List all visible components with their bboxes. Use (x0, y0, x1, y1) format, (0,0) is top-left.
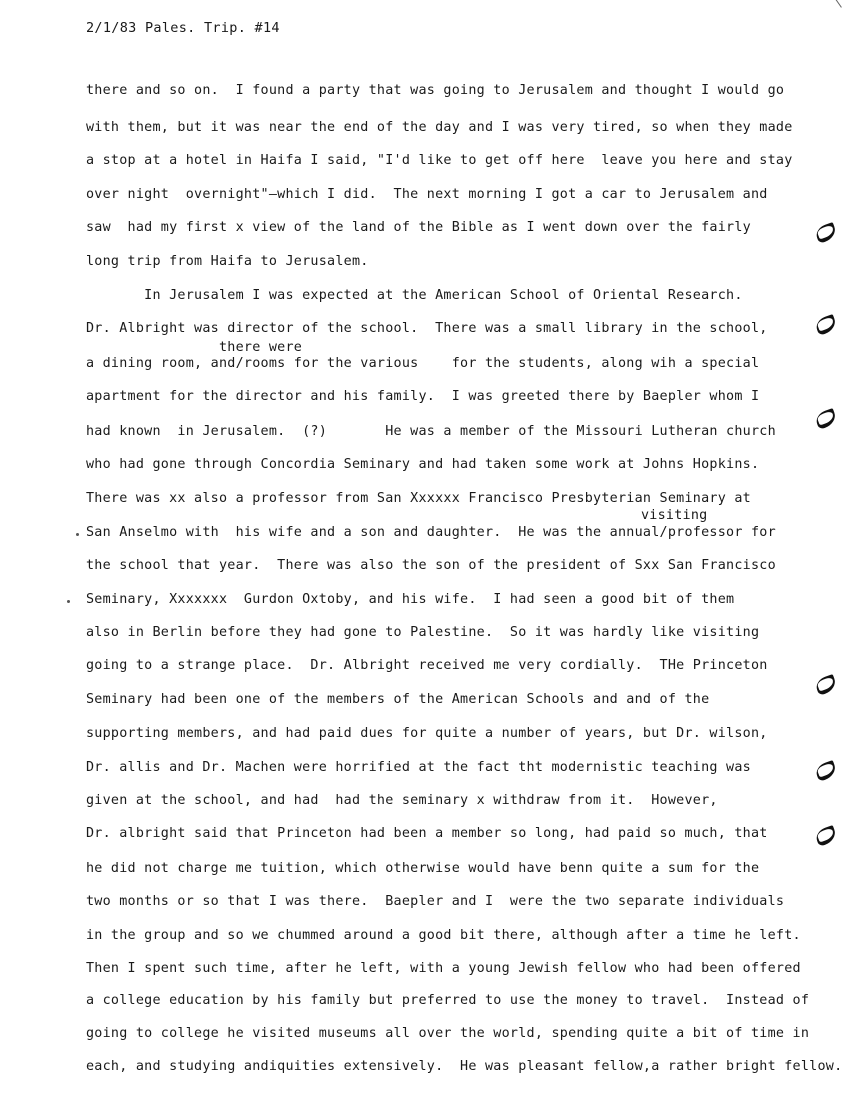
scan-edge-mark (814, 314, 838, 336)
scan-edge-mark (814, 222, 838, 244)
text-line: there and so on. I found a party that was going to Jerusalem and thought I would go (86, 83, 785, 98)
text-line: the school that year. There was also the son of the president of Sxx San Francisco (86, 558, 776, 573)
text-line: saw had my first x view of the land of the Bible as I went down over the fairly (86, 220, 751, 235)
interlinear-insertion: visiting (641, 508, 708, 523)
text-line: also in Berlin before they had gone to Palestine. So it was hardly like visiting (86, 625, 760, 640)
text-line: had known in Jerusalem. (?) He was a member of the Missouri Lutheran church (86, 424, 776, 439)
text-line: each, and studying andiquities extensively. He was pleasant fellow,a rather bright fellow. (86, 1059, 843, 1074)
margin-dot (76, 533, 79, 536)
text-line: San Anselmo with his wife and a son and daughter. He was the annual/professor for (86, 525, 776, 540)
text-line: with them, but it was near the end of the day and I was very tired, so when they made (86, 120, 793, 135)
text-line: a stop at a hotel in Haifa I said, "I'd like to get off here leave you here and stay (86, 153, 793, 168)
text-line: two months or so that I was there. Baepler and I were the two separate individuals (86, 894, 785, 909)
text-line: In Jerusalem I was expected at the American School of Oriental Research. (86, 288, 743, 303)
text-line: a dining room, and/rooms for the various for the students, along wih a special (86, 356, 760, 371)
text-line: apartment for the director and his family. I was greeted there by Baepler whom I (86, 389, 760, 404)
text-line: Seminary, Xxxxxxx Gurdon Oxtoby, and his wife. I had seen a good bit of them (86, 592, 735, 607)
scan-edge-mark (814, 825, 838, 847)
page-header: 2/1/83 Pales. Trip. #14 (86, 20, 280, 36)
text-line: over night overnight"—which I did. The next morning I got a car to Jerusalem and (86, 187, 768, 202)
scan-edge-mark (814, 408, 838, 430)
corner-mark (834, 0, 842, 8)
text-line: long trip from Haifa to Jerusalem. (86, 254, 369, 269)
text-line: who had gone through Concordia Seminary and had taken some work at Johns Hopkins. (86, 457, 760, 472)
text-line: Dr. Albright was director of the school. There was a small library in the school, (86, 321, 768, 336)
text-line: going to college he visited museums all over the world, spending quite a bit of time in (86, 1026, 810, 1041)
text-line: he did not charge me tuition, which otherwise would have benn quite a sum for the (86, 861, 760, 876)
scan-edge-mark (814, 760, 838, 782)
text-line: Seminary had been one of the members of the American Schools and and of the (86, 692, 710, 707)
text-line: Dr. allis and Dr. Machen were horrified at the fact tht modernistic teaching was (86, 760, 751, 775)
text-line: Then I spent such time, after he left, with a young Jewish fellow who had been offered (86, 961, 801, 976)
text-line: given at the school, and had had the seminary x withdraw from it. However, (86, 793, 718, 808)
text-line: a college education by his family but preferred to use the money to travel. Instead of (86, 993, 810, 1008)
text-line: Dr. albright said that Princeton had been a member so long, had paid so much, that (86, 826, 768, 841)
text-line: in the group and so we chummed around a good bit there, although after a time he left. (86, 928, 801, 943)
text-line: going to a strange place. Dr. Albright received me very cordially. THe Princeton (86, 658, 768, 673)
scan-edge-mark (814, 674, 838, 696)
text-line: supporting members, and had paid dues for quite a number of years, but Dr. wilson, (86, 726, 768, 741)
text-line: There was xx also a professor from San Xxxxxx Francisco Presbyterian Seminary at (86, 491, 751, 506)
margin-dot (67, 600, 70, 603)
interlinear-insertion: there were (219, 340, 303, 355)
